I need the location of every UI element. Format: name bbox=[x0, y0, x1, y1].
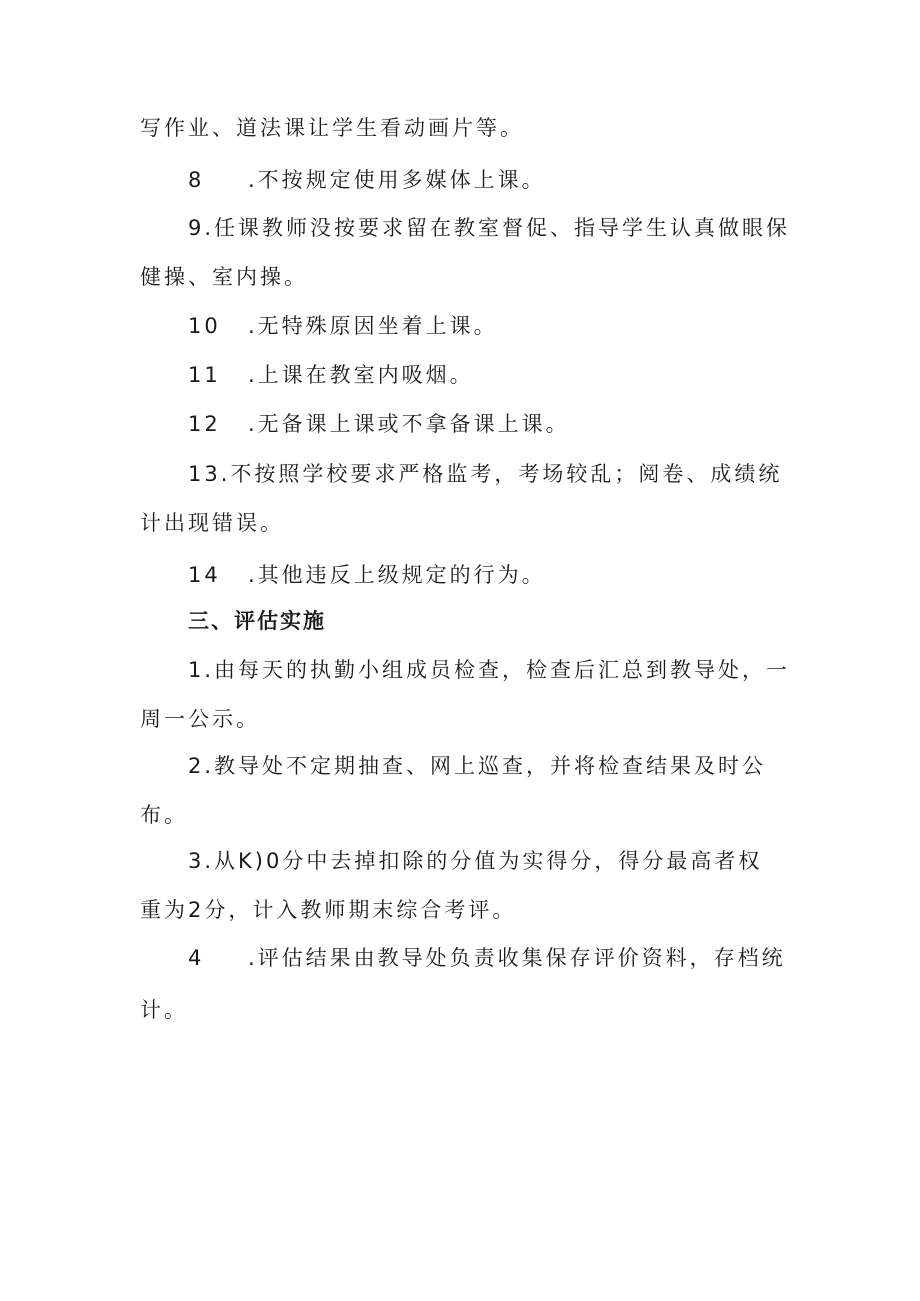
step-1-continuation bbox=[140, 705, 260, 733]
item-text: 周一公示。 bbox=[140, 707, 260, 731]
item-number: 8 bbox=[188, 168, 205, 192]
step-3 bbox=[188, 847, 762, 875]
list-item-9-continuation bbox=[140, 263, 308, 291]
step-2-continuation bbox=[140, 801, 188, 829]
item-text: 3.从K)0分中去掉扣除的分值为实得分，得分最高者权 bbox=[188, 849, 763, 873]
item-number: 10 bbox=[188, 314, 221, 338]
list-item-10 bbox=[188, 312, 498, 340]
paragraph-continuation bbox=[140, 114, 524, 142]
section-heading bbox=[188, 607, 326, 635]
item-text: 1.由每天的执勤小组成员检查，检查后汇总到教导处，一 bbox=[188, 658, 791, 682]
item-text: 计。 bbox=[140, 998, 188, 1022]
list-item-13-continuation bbox=[140, 509, 284, 537]
item-text: 重为2分，计入教师期末综合考评。 bbox=[140, 898, 517, 922]
heading-text: 三、评估实施 bbox=[188, 609, 326, 633]
step-2 bbox=[188, 752, 766, 780]
item-text: .其他违反上级规定的行为。 bbox=[248, 563, 546, 587]
step-4 bbox=[188, 944, 786, 972]
item-text: .无特殊原因坐着上课。 bbox=[248, 314, 498, 338]
step-1 bbox=[188, 656, 790, 684]
list-item-14 bbox=[188, 561, 546, 589]
item-text: .不按规定使用多媒体上课。 bbox=[248, 168, 546, 192]
step-4-continuation bbox=[140, 996, 188, 1024]
item-text: 13.不按照学校要求严格监考，考场较乱；阅卷、成绩统 bbox=[188, 462, 783, 486]
item-text: 9.任课教师没按要求留在教室督促、指导学生认真做眼保 bbox=[188, 216, 791, 240]
item-number: 11 bbox=[188, 363, 221, 387]
item-number: 14 bbox=[188, 563, 221, 587]
item-text: .无备课上课或不拿备课上课。 bbox=[248, 412, 570, 436]
item-text: 布。 bbox=[140, 803, 188, 827]
list-item-8 bbox=[188, 166, 546, 194]
step-3-continuation bbox=[140, 896, 516, 924]
item-text: 2.教导处不定期抽查、网上巡查，并将检查结果及时公 bbox=[188, 754, 767, 778]
list-item-13 bbox=[188, 460, 782, 488]
list-item-9 bbox=[188, 214, 790, 242]
item-text: 计出现错误。 bbox=[140, 511, 284, 535]
item-number: 12 bbox=[188, 412, 221, 436]
list-item-12 bbox=[188, 410, 570, 438]
item-text: 健操、室内操。 bbox=[140, 265, 308, 289]
list-item-11 bbox=[188, 361, 474, 389]
text: 写作业、道法课让学生看动画片等。 bbox=[140, 116, 524, 140]
item-text: .上课在教室内吸烟。 bbox=[248, 363, 474, 387]
item-text: .评估结果由教导处负责收集保存评价资料，存档统 bbox=[248, 946, 786, 970]
item-number: 4 bbox=[188, 946, 205, 970]
